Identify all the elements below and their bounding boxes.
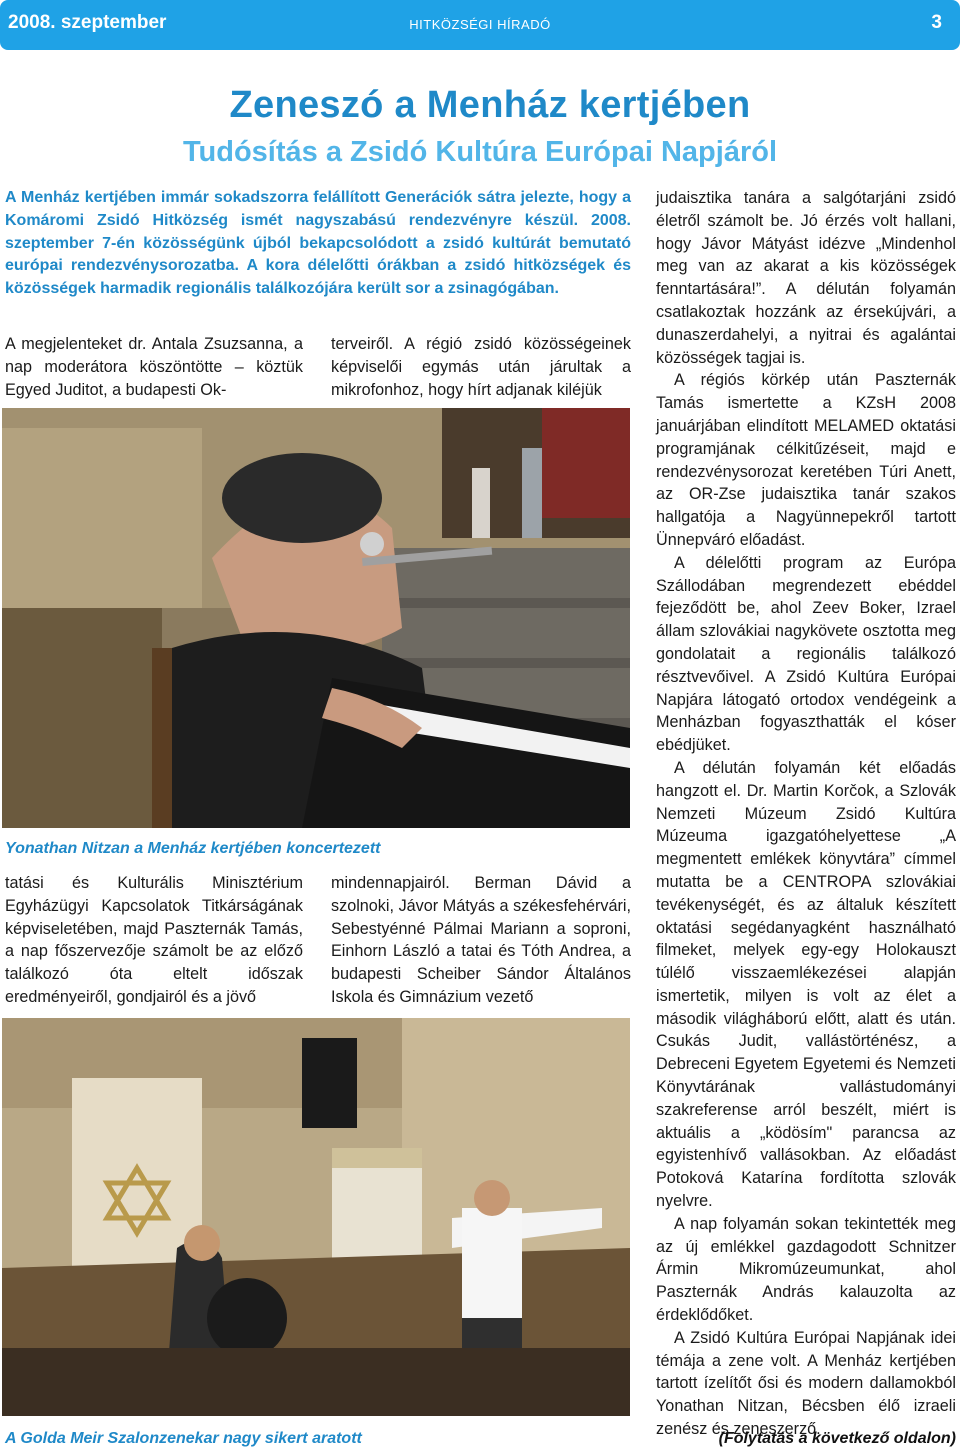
column3-paragraph: A nap folyamán sokan tekintették meg az új emlékkel gazdagodott Schnitzer Ármin Mikromúzeumunkat, ahol Paszternák András kalauzolta az érdeklődőket. [656, 1214, 956, 1325]
column1-top-text: A megjelenteket dr. Antala Zsuzsanna, a nap moderátora köszöntötte – köztük Egyed Juditot, a budapesti Ok- [5, 335, 303, 399]
publication-name: HITKÖZSÉGI HÍRADÓ [409, 17, 551, 32]
concert-photo-orchestra [2, 1018, 630, 1416]
column2-bottom-text: mindennapjairól. Berman Dávid a szolnoki, Jávor Mátyás a székesfehérvári, Sebestyénné Pálmai Mariann a soproni, Einhorn László a tatai és Tóth Andrea, a budapesti Scheiber Sándor Általános Iskola és Gimnázium vezető [331, 874, 631, 1006]
column3-paragraph: A délután folyamán két előadás hangzott el. Dr. Martin Korčok, a Szlovák Nemzeti Múzeum Zsidó Kultúra Múzeuma igazgatóhelyettese „A megmentett emlékek könyvtára” címmel mutatta be a CENTROPA szlovákiai tevékenységét, és az általuk készített oktatási segédanyagként használható filmeket, melyek egy-egy Holokauszt túlélő visszaemlékezései alapján ismertetik, milyen is volt az élet a második világháború előtt, alatt és után. Csukás Judit, vallástörténész, a Debreceni Egyetem Egyetemi és Nemzeti Könyvtárának vallástudományi szakreferense arról beszélt, miért is aktuális a „ködösím" parancsa az egyistenhívő vallásokban. Az előadást Potoková Katarína fordította szlovák nyelvre. [656, 758, 956, 1211]
photo-caption-top: Yonathan Nitzan a Menház kertjében koncertezett [5, 840, 381, 857]
concert-photo-pianist [2, 408, 630, 828]
column3-paragraph: A délelőtti program az Európa Szállodában megrendezett ebéddel fejeződött be, ahol Zeev Boker, Izrael állam szlovákiai nagykövete osztotta meg gondolatait a regionális találkozó résztvevőivel. A Zsidó Kultúra Európai Napjára látogató ortodox vendégeink a Menházban fogyaszthatták el kóser ebédjüket. [656, 553, 956, 755]
column1-bottom-text: tatási és Kulturális Minisztérium Egyházügyi Kapcsolatok Titkárságának képviseletében, majd Paszternák Tamás, a nap főszervezője számolt be az előző találkozó óta eltelt időszak eredményeiről, gondjairól és a jövő [5, 874, 303, 1006]
article-subtitle: Tudósítás a Zsidó Kultúra Európai Napjáról [182, 136, 778, 168]
column3-paragraph: A Zsidó Kultúra Európai Napjának idei témája a zene volt. A Menház kertjében tartott ízelítőt ősi és modern dallamokból Yonathan Nitzan, Bécsben élő izraeli zenész és zeneszerző. [656, 1328, 956, 1439]
column3-text [656, 187, 956, 1441]
page-header [0, 0, 960, 50]
article-title: Zeneszó a Menház kertjében [229, 84, 751, 126]
page-number: 3 [931, 12, 942, 33]
column3-paragraph: A régiós körkép után Paszternák Tamás ismertette a KZsH 2008 januárjában elindított MELAMED oktatási programjának célkitűzéseit, majd e rendezvénysorozat keretében Túri Anett, az OR-Zse judaisztika tanár szakos hallgatója a Nagyünnepekről tartott Ünnepváró előadást. [656, 371, 956, 549]
column3-paragraph: judaisztika tanára a salgótarjáni zsidó életről számolt be. Jó érzés volt hallani, hogy Jávor Mátyást idézve „Mindenhol meg van az akarat a kis közösségek fenntartására!”. A délután folyamán csatlakoztak hozzánk az érsekújvári, a dunaszerdahelyi, a nyitrai és agalántai közösségek tagjai is. [656, 189, 956, 367]
photo-caption-bottom: A Golda Meir Szalonzenekar nagy sikert aratott [5, 1430, 362, 1447]
column2-top-text: terveiről. A régió zsidó közösségeinek képviselői egymás után járultak a mikrofonhoz, hogy hírt adjanak kiléjük [331, 335, 631, 399]
continued-note: (Folytatás a következő oldalon) [718, 1430, 956, 1447]
article-lead: A Menház kertjében immár sokadszorra felállított Generációk sátra jelezte, hogy a Komáromi Zsidó Hitközség ismét nagyszabású rendezvényre készül. 2008. szeptember 7-én közösségünk újból bekapcsolódott a zsidó kultúrát bemutató európai rendezvénysorozatba. A kora délelőtti órákban a zsidó hitközségek és közösségek harmadik regionális találkozójára került sor a zsinagógában. [5, 189, 631, 298]
issue-date: 2008. szeptember [8, 12, 167, 33]
